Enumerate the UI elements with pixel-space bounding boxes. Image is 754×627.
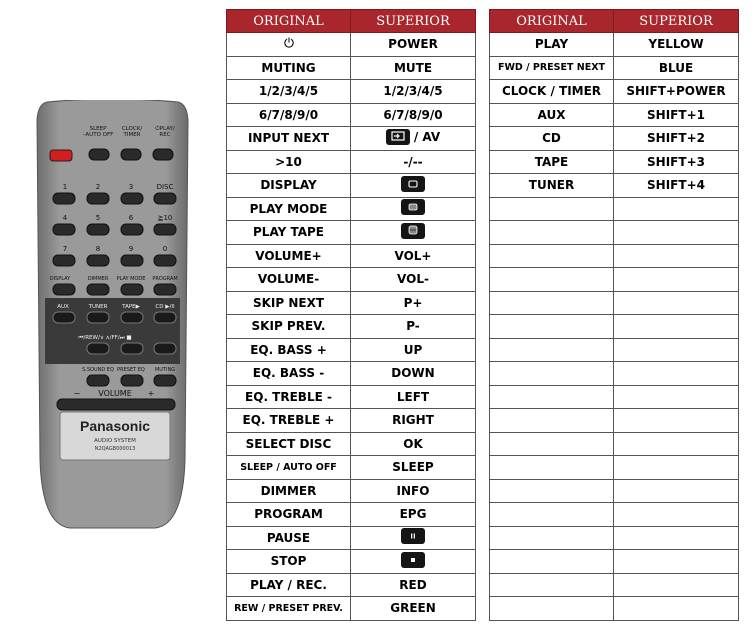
original-cell bbox=[490, 573, 614, 597]
table-row bbox=[227, 550, 476, 574]
superior-cell: VOL+ bbox=[351, 244, 476, 268]
table-row bbox=[490, 80, 739, 104]
table-row bbox=[227, 291, 476, 315]
superior-cell: MUTE bbox=[351, 56, 476, 80]
original-cell: SLEEP / AUTO OFF bbox=[227, 456, 351, 480]
superior-cell: LEFT bbox=[351, 385, 476, 409]
table-row bbox=[227, 197, 476, 221]
superior-cell bbox=[614, 432, 739, 456]
superior-cell bbox=[614, 573, 739, 597]
superior-cell: OK bbox=[351, 432, 476, 456]
original-cell bbox=[490, 503, 614, 527]
pause-button-icon bbox=[401, 528, 425, 544]
svg-text:PROGRAM: PROGRAM bbox=[152, 276, 178, 282]
superior-cell bbox=[351, 127, 476, 151]
original-cell: >10 bbox=[227, 150, 351, 174]
superior-cell bbox=[614, 409, 739, 433]
original-cell bbox=[490, 550, 614, 574]
table-row bbox=[227, 456, 476, 480]
svg-text:REC: REC bbox=[159, 132, 171, 138]
superior-cell: BLUE bbox=[614, 56, 739, 80]
original-cell bbox=[490, 197, 614, 221]
superior-cell: SHIFT+2 bbox=[614, 127, 739, 151]
header-original: ORIGINAL bbox=[227, 10, 351, 33]
superior-cell: DOWN bbox=[351, 362, 476, 386]
original-cell bbox=[490, 362, 614, 386]
svg-text:⏮/REW/∨ ∧/FF/⏭ ■: ⏮/REW/∨ ∧/FF/⏭ ■ bbox=[78, 335, 132, 341]
table-row bbox=[227, 56, 476, 80]
svg-text:TIMER: TIMER bbox=[123, 132, 141, 138]
svg-text:9: 9 bbox=[128, 245, 134, 253]
original-cell: SKIP NEXT bbox=[227, 291, 351, 315]
cell-text: / AV bbox=[413, 129, 441, 144]
table-row bbox=[490, 291, 739, 315]
superior-cell: 6/7/8/9/0 bbox=[351, 103, 476, 127]
svg-text:DISPLAY: DISPLAY bbox=[49, 276, 71, 282]
superior-cell bbox=[351, 174, 476, 198]
superior-cell bbox=[614, 221, 739, 245]
table-row bbox=[227, 526, 476, 550]
original-cell bbox=[490, 432, 614, 456]
svg-text:1: 1 bbox=[62, 183, 68, 191]
original-cell: AUX bbox=[490, 103, 614, 127]
svg-text:MUTING: MUTING bbox=[154, 367, 176, 373]
original-cell: CD bbox=[490, 127, 614, 151]
original-cell bbox=[490, 456, 614, 480]
svg-text:PLAY MODE: PLAY MODE bbox=[116, 276, 146, 282]
original-cell bbox=[490, 385, 614, 409]
svg-text:TAPE▶: TAPE▶ bbox=[122, 304, 140, 310]
original-cell: 6/7/8/9/0 bbox=[227, 103, 351, 127]
superior-cell bbox=[614, 479, 739, 503]
table-row bbox=[490, 221, 739, 245]
superior-cell: VOL- bbox=[351, 268, 476, 292]
svg-text:TUNER: TUNER bbox=[88, 304, 108, 310]
remote-volume-bar bbox=[57, 399, 175, 410]
superior-cell: SHIFT+3 bbox=[614, 150, 739, 174]
stop-button-icon bbox=[401, 552, 425, 568]
table-row bbox=[490, 503, 739, 527]
table-row bbox=[490, 362, 739, 386]
superior-cell bbox=[614, 597, 739, 621]
table-row bbox=[490, 103, 739, 127]
original-cell bbox=[490, 409, 614, 433]
superior-cell bbox=[614, 362, 739, 386]
table-row bbox=[490, 409, 739, 433]
svg-text:PRESET EQ: PRESET EQ bbox=[117, 367, 145, 373]
original-cell: VOLUME- bbox=[227, 268, 351, 292]
original-cell bbox=[490, 315, 614, 339]
table-row bbox=[490, 174, 739, 198]
original-cell: SKIP PREV. bbox=[227, 315, 351, 339]
remote-control-image bbox=[35, 100, 190, 530]
svg-text:4: 4 bbox=[62, 214, 68, 222]
header-original: ORIGINAL bbox=[490, 10, 614, 33]
superior-cell bbox=[351, 221, 476, 245]
table-row bbox=[490, 56, 739, 80]
superior-cell: P- bbox=[351, 315, 476, 339]
original-cell bbox=[490, 338, 614, 362]
play-tape-button-icon bbox=[401, 223, 425, 239]
superior-cell: YELLOW bbox=[614, 33, 739, 57]
display-button-icon bbox=[401, 176, 425, 192]
original-cell: STOP bbox=[227, 550, 351, 574]
svg-text:7: 7 bbox=[62, 245, 68, 253]
header-superior: SUPERIOR bbox=[351, 10, 476, 33]
original-cell: PROGRAM bbox=[227, 503, 351, 527]
table-row bbox=[227, 362, 476, 386]
table-row bbox=[227, 103, 476, 127]
superior-cell bbox=[614, 550, 739, 574]
superior-cell: -/-- bbox=[351, 150, 476, 174]
svg-text:VOLUME: VOLUME bbox=[98, 389, 132, 398]
table-row bbox=[227, 432, 476, 456]
table-row bbox=[227, 174, 476, 198]
original-cell: MUTING bbox=[227, 56, 351, 80]
original-cell: TAPE bbox=[490, 150, 614, 174]
superior-cell: SHIFT+POWER bbox=[614, 80, 739, 104]
svg-text:CD ▶/II: CD ▶/II bbox=[155, 304, 175, 310]
original-cell: DIMMER bbox=[227, 479, 351, 503]
superior-cell: SLEEP bbox=[351, 456, 476, 480]
original-cell bbox=[490, 268, 614, 292]
svg-text:≧10: ≧10 bbox=[157, 214, 173, 222]
table-row bbox=[227, 268, 476, 292]
header-superior: SUPERIOR bbox=[614, 10, 739, 33]
superior-cell bbox=[351, 550, 476, 574]
svg-text:AUDIO SYSTEM: AUDIO SYSTEM bbox=[94, 438, 136, 444]
table-row bbox=[227, 244, 476, 268]
original-cell: INPUT NEXT bbox=[227, 127, 351, 151]
table-row bbox=[490, 385, 739, 409]
svg-text:8: 8 bbox=[95, 245, 101, 253]
superior-cell bbox=[614, 268, 739, 292]
original-cell: EQ. BASS + bbox=[227, 338, 351, 362]
original-cell: EQ. TREBLE - bbox=[227, 385, 351, 409]
original-cell bbox=[490, 526, 614, 550]
table-row bbox=[227, 573, 476, 597]
svg-text:0: 0 bbox=[162, 245, 168, 253]
superior-cell bbox=[614, 291, 739, 315]
original-cell: PLAY / REC. bbox=[227, 573, 351, 597]
superior-cell: P+ bbox=[351, 291, 476, 315]
svg-text:+: + bbox=[147, 389, 155, 398]
superior-cell bbox=[614, 338, 739, 362]
table-row bbox=[227, 221, 476, 245]
table-row bbox=[490, 432, 739, 456]
original-cell: FWD / PRESET NEXT bbox=[490, 56, 614, 80]
table-row bbox=[490, 526, 739, 550]
superior-cell: POWER bbox=[351, 33, 476, 57]
play-mode-button-icon bbox=[401, 199, 425, 215]
original-cell: PAUSE bbox=[227, 526, 351, 550]
table-row bbox=[490, 338, 739, 362]
table-row bbox=[490, 597, 739, 621]
table-row bbox=[227, 479, 476, 503]
original-cell: 1/2/3/4/5 bbox=[227, 80, 351, 104]
svg-text:AUX: AUX bbox=[57, 304, 69, 310]
table-row bbox=[490, 456, 739, 480]
table-row bbox=[490, 244, 739, 268]
power-icon bbox=[283, 37, 295, 49]
svg-text:−: − bbox=[73, 389, 81, 398]
input-source-icon bbox=[386, 129, 410, 145]
original-cell: PLAY MODE bbox=[227, 197, 351, 221]
remote-power-button bbox=[50, 150, 72, 161]
superior-cell: 1/2/3/4/5 bbox=[351, 80, 476, 104]
superior-cell bbox=[614, 503, 739, 527]
label-play-rec: ⏻PLAY/ bbox=[155, 126, 175, 132]
superior-cell bbox=[614, 456, 739, 480]
svg-text:DIMMER: DIMMER bbox=[87, 276, 109, 282]
superior-cell bbox=[614, 315, 739, 339]
original-cell: TUNER bbox=[490, 174, 614, 198]
superior-cell: INFO bbox=[351, 479, 476, 503]
superior-cell: UP bbox=[351, 338, 476, 362]
table-row bbox=[490, 550, 739, 574]
superior-cell bbox=[614, 526, 739, 550]
table-row bbox=[227, 33, 476, 57]
table-row bbox=[227, 80, 476, 104]
superior-cell: SHIFT+4 bbox=[614, 174, 739, 198]
table-row bbox=[490, 127, 739, 151]
table-row bbox=[490, 197, 739, 221]
table-row bbox=[227, 150, 476, 174]
superior-cell bbox=[614, 385, 739, 409]
superior-cell bbox=[351, 526, 476, 550]
original-cell: CLOCK / TIMER bbox=[490, 80, 614, 104]
remote-brand: Panasonic bbox=[79, 418, 151, 434]
label-clock-timer: CLOCK/ bbox=[121, 126, 143, 132]
table-row bbox=[227, 503, 476, 527]
table-row bbox=[227, 315, 476, 339]
svg-text:2: 2 bbox=[95, 183, 101, 191]
mapping-table-left bbox=[226, 9, 476, 621]
table-row bbox=[490, 573, 739, 597]
original-cell bbox=[227, 33, 351, 57]
table-row bbox=[490, 268, 739, 292]
original-cell: DISPLAY bbox=[227, 174, 351, 198]
superior-cell bbox=[614, 244, 739, 268]
superior-cell: RED bbox=[351, 573, 476, 597]
original-cell bbox=[490, 244, 614, 268]
original-cell: REW / PRESET PREV. bbox=[227, 597, 351, 621]
mapping-table-right bbox=[489, 9, 739, 621]
table-row bbox=[490, 479, 739, 503]
table-row bbox=[490, 33, 739, 57]
superior-cell: RIGHT bbox=[351, 409, 476, 433]
table-row bbox=[227, 385, 476, 409]
label-sleep: SLEEP bbox=[89, 126, 107, 132]
superior-cell: SHIFT+1 bbox=[614, 103, 739, 127]
original-cell: VOLUME+ bbox=[227, 244, 351, 268]
table-row bbox=[227, 338, 476, 362]
table-row bbox=[490, 315, 739, 339]
original-cell bbox=[490, 597, 614, 621]
superior-cell: GREEN bbox=[351, 597, 476, 621]
svg-text:N2QAGB000013: N2QAGB000013 bbox=[94, 446, 136, 452]
original-cell: PLAY TAPE bbox=[227, 221, 351, 245]
table-row bbox=[227, 597, 476, 621]
table-row bbox=[227, 127, 476, 151]
original-cell bbox=[490, 221, 614, 245]
svg-text:–AUTO OFF: –AUTO OFF bbox=[82, 132, 114, 138]
original-cell: SELECT DISC bbox=[227, 432, 351, 456]
superior-cell: EPG bbox=[351, 503, 476, 527]
svg-text:S.SOUND EQ: S.SOUND EQ bbox=[82, 367, 114, 373]
original-cell: EQ. BASS - bbox=[227, 362, 351, 386]
original-cell: PLAY bbox=[490, 33, 614, 57]
svg-text:5: 5 bbox=[95, 214, 101, 222]
svg-text:DISC: DISC bbox=[156, 183, 174, 191]
original-cell bbox=[490, 479, 614, 503]
table-row bbox=[227, 409, 476, 433]
original-cell bbox=[490, 291, 614, 315]
svg-text:3: 3 bbox=[128, 183, 134, 191]
original-cell: EQ. TREBLE + bbox=[227, 409, 351, 433]
superior-cell bbox=[351, 197, 476, 221]
superior-cell bbox=[614, 197, 739, 221]
table-row bbox=[490, 150, 739, 174]
svg-text:6: 6 bbox=[128, 214, 134, 222]
